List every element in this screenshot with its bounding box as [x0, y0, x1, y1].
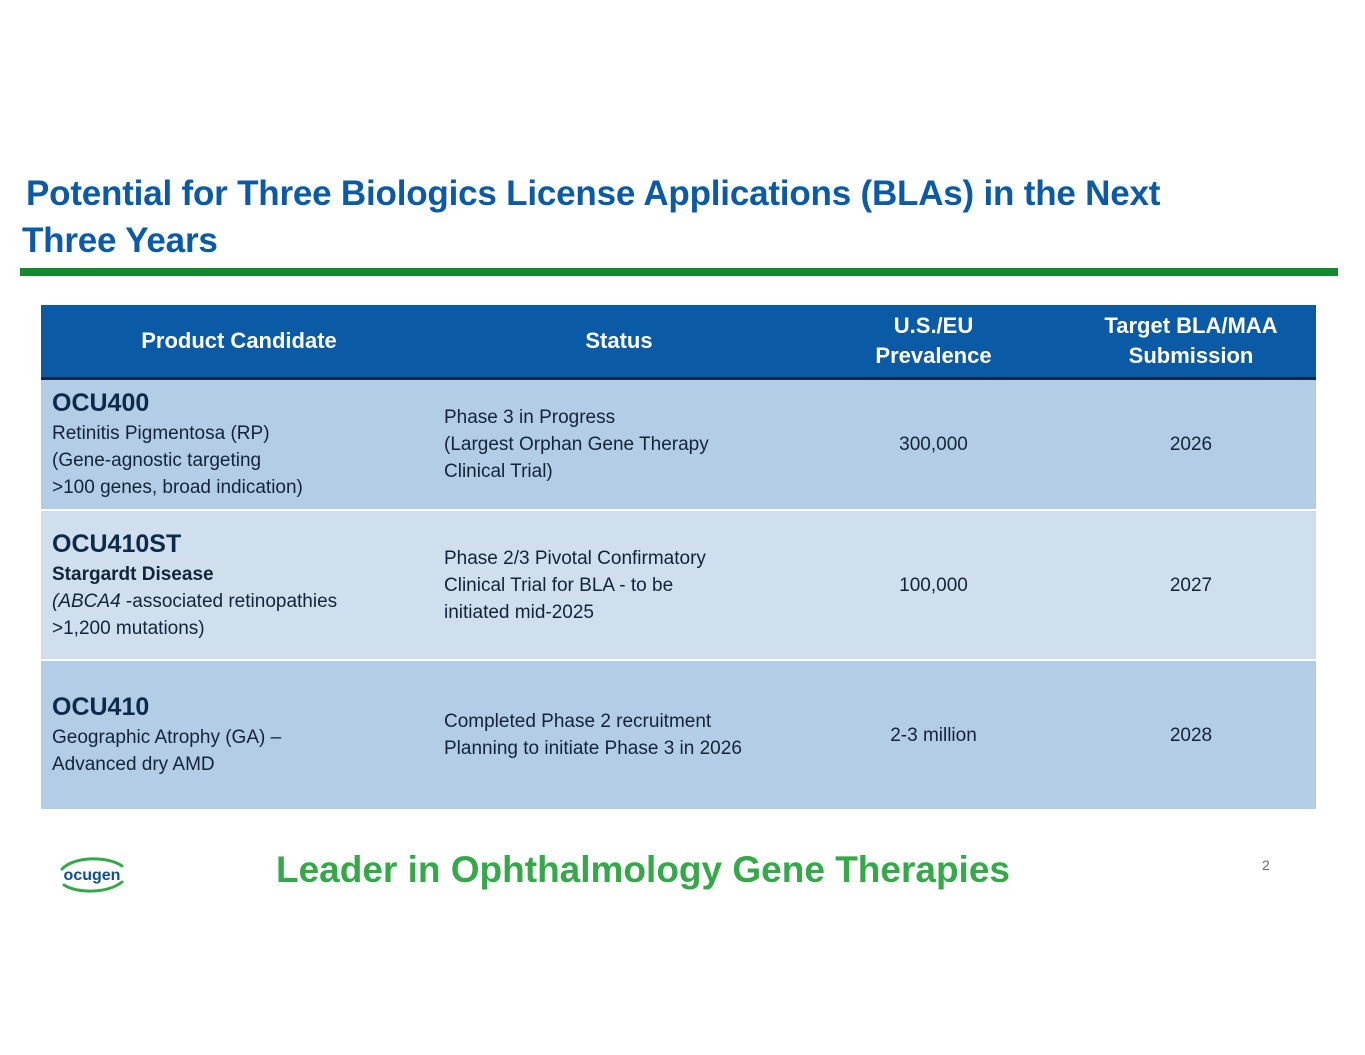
status-line: Phase 2/3 Pivotal Confirmatory [444, 547, 706, 569]
status-cell [437, 660, 801, 809]
slide-title-line-2: Three Years [22, 221, 218, 260]
prevalence-cell: 2-3 million [801, 660, 1066, 809]
page-number: 2 [1262, 857, 1270, 873]
header-submission-line-1: Target BLA/MAA [1104, 313, 1278, 338]
candidate-cell [41, 379, 437, 511]
status-cell [437, 510, 801, 660]
table-header-row [41, 305, 1316, 379]
candidate-description-line: Geographic Atrophy (GA) – [52, 727, 282, 748]
logo-wordmark: ocugen [63, 867, 121, 884]
submission-year-cell: 2026 [1066, 379, 1316, 511]
table-row [41, 379, 1316, 511]
candidate-description-text: -associated retinopathies [120, 590, 338, 612]
candidate-name: OCU400 [52, 389, 150, 417]
candidate-name: OCU410ST [52, 529, 182, 558]
pipeline-table-container [41, 305, 1316, 809]
submission-year-cell: 2027 [1066, 510, 1316, 660]
table-row [41, 510, 1316, 660]
status-line: Planning to initiate Phase 3 in 2026 [444, 738, 742, 759]
header-target-submission [1066, 305, 1316, 379]
submission-year-cell: 2028 [1066, 660, 1316, 809]
pipeline-table [41, 305, 1316, 809]
candidate-description-line: Retinitis Pigmentosa (RP) [52, 423, 270, 444]
status-cell [437, 379, 801, 511]
candidate-description-line [52, 588, 427, 615]
table-row [41, 660, 1316, 809]
footer-tagline: Leader in Ophthalmology Gene Therapies [276, 849, 1010, 890]
gene-name: (ABCA4 [52, 590, 121, 612]
candidate-cell [41, 660, 437, 809]
header-prevalence-line-2: Prevalence [875, 343, 992, 368]
candidate-description-line: >100 genes, broad indication) [52, 477, 303, 498]
header-submission-line-2: Submission [1128, 343, 1254, 368]
candidate-description-line: Stargardt Disease [52, 563, 214, 585]
slide-title [22, 170, 1322, 264]
header-product-candidate: Product Candidate [41, 305, 437, 379]
ocugen-logo-mark [56, 852, 128, 894]
prevalence-cell: 300,000 [801, 379, 1066, 511]
status-line: Phase 3 in Progress [444, 407, 616, 428]
header-prevalence-line-1: U.S./EU [893, 313, 974, 338]
prevalence-cell: 100,000 [801, 510, 1066, 660]
slide-title-line-1: Potential for Three Biologics License Applications (BLAs) in the Next [26, 174, 1161, 213]
status-line: initiated mid-2025 [444, 601, 594, 623]
header-status: Status [437, 305, 801, 379]
status-line: Completed Phase 2 recruitment [444, 711, 712, 732]
candidate-name: OCU410 [52, 693, 150, 721]
candidate-description-line: (Gene-agnostic targeting [52, 450, 262, 471]
ocugen-logo [56, 852, 128, 894]
candidate-description-line: >1,200 mutations) [52, 617, 205, 639]
title-divider [20, 268, 1338, 276]
status-line: (Largest Orphan Gene Therapy [444, 434, 709, 455]
candidate-description-line: Advanced dry AMD [52, 754, 215, 775]
status-line: Clinical Trial for BLA - to be [444, 574, 674, 596]
header-prevalence [801, 305, 1066, 379]
status-line: Clinical Trial) [444, 461, 553, 482]
candidate-cell [41, 510, 437, 660]
